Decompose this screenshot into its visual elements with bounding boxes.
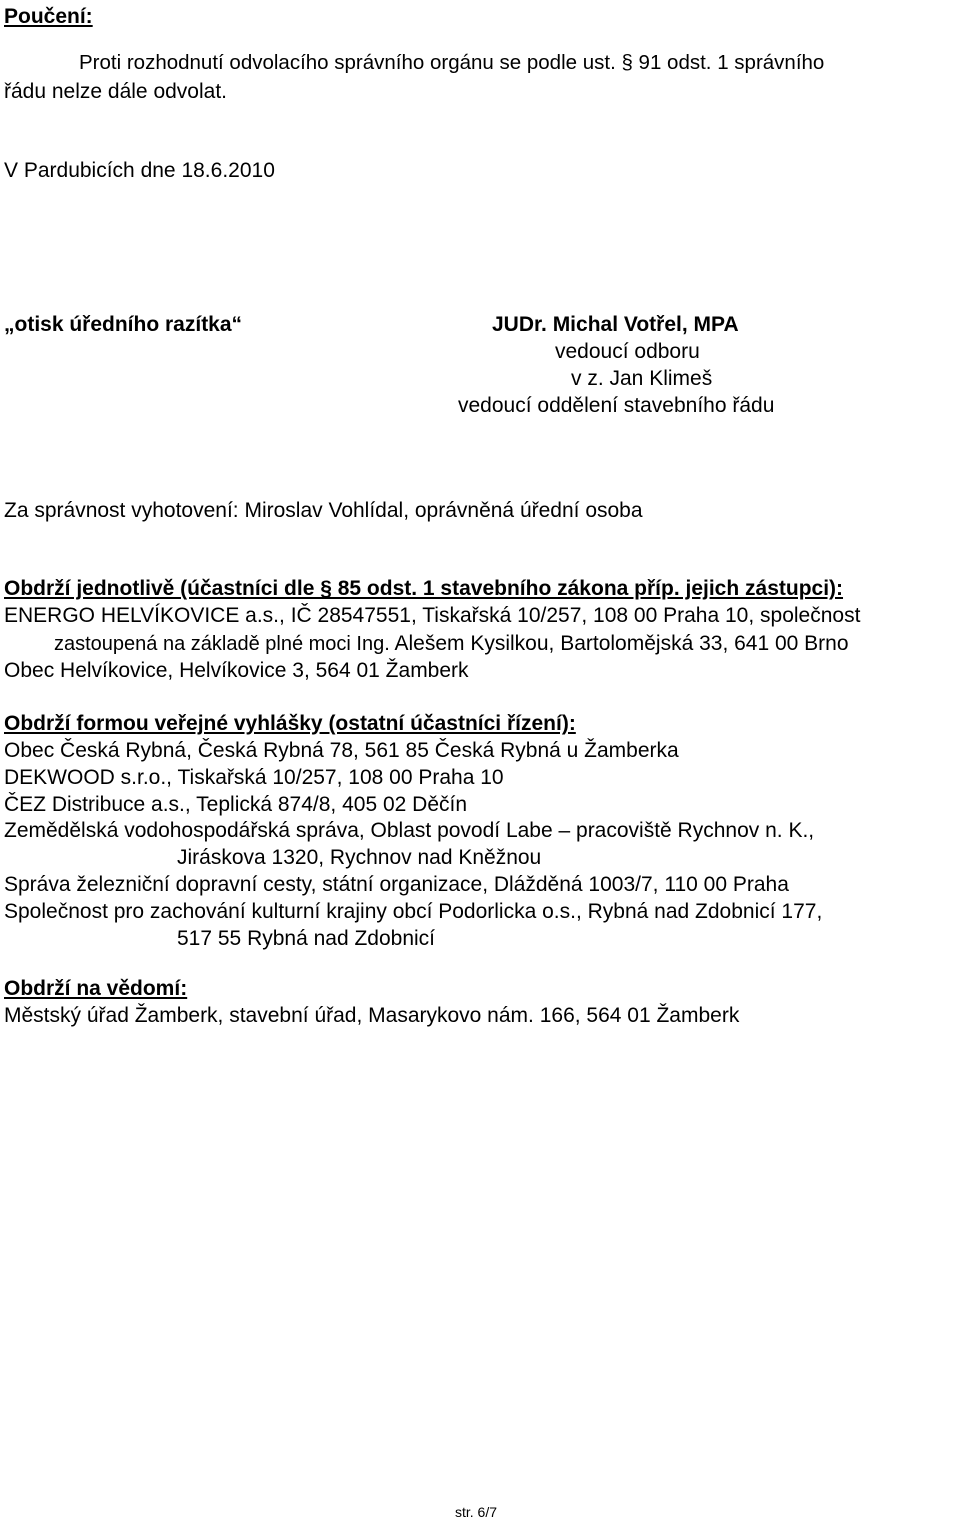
recipient-ceska-rybna: Obec Česká Rybná, Česká Rybná 78, 561 85 Česká Rybná u Žamberka [4, 739, 679, 762]
pouceni-text-line2: řádu nelze dále odvolat. [4, 80, 227, 103]
place-date: V Pardubicích dne 18.6.2010 [4, 159, 275, 182]
recipient-dekwood: DEKWOOD s.r.o., Tiskařská 10/257, 108 00 Praha 10 [4, 766, 504, 789]
page-number: str. 6/7 [455, 1504, 498, 1520]
signature-name: JUDr. Michal Votřel, MPA [492, 313, 739, 336]
stamp-label: „otisk úředního razítka“ [4, 313, 243, 336]
recipient-energo-line1: ENERGO HELVÍKOVICE a.s., IČ 28547551, Tiskařská 10/257, 108 00 Praha 10, společnost [4, 604, 861, 627]
recipient-cez: ČEZ Distribuce a.s., Teplická 874/8, 405 02 Děčín [4, 793, 468, 816]
recipients-individual-heading: Obdrží jednotlivě (účastníci dle § 85 odst. 1 stavebního zákona příp. jejich zástupci): [4, 577, 844, 600]
recipient-zvs-line1: Zemědělská vodohospodářská správa, Oblast povodí Labe – pracoviště Rychnov n. K., [4, 819, 815, 842]
pouceni-heading: Poučení: [4, 5, 93, 28]
recipient-energo-line2 [54, 633, 849, 654]
recipient-energo-line2a: zastoupená na základě plné moci Ing. [54, 633, 390, 655]
recipient-spolecnost-line2: 517 55 Rybná nad Zdobnicí [177, 927, 436, 950]
signature-deputy: v z. Jan Klimeš [571, 367, 713, 390]
recipient-energo-line2b: Alešem Kysilkou, Bartolomějská 33, 641 00 Brno [394, 632, 849, 655]
signature-deputy-role: vedoucí oddělení stavebního řádu [458, 394, 775, 417]
recipient-szdc: Správa železniční dopravní cesty, státní organizace, Dlážděná 1003/7, 110 00 Praha [4, 873, 789, 896]
recipient-helvikovice: Obec Helvíkovice, Helvíkovice 3, 564 01 Žamberk [4, 659, 469, 682]
recipient-mu-zamberk: Městský úřad Žamberk, stavební úřad, Masarykovo nám. 166, 564 01 Žamberk [4, 1004, 740, 1027]
correctness-line: Za správnost vyhotovení: Miroslav Vohlídal, oprávněná úřední osoba [4, 499, 643, 522]
recipients-public-heading: Obdrží formou veřejné vyhlášky (ostatní účastníci řízení): [4, 712, 576, 735]
pouceni-text-line1: Proti rozhodnutí odvolacího správního orgánu se podle ust. § 91 odst. 1 správního [79, 51, 825, 74]
signature-role: vedoucí odboru [555, 340, 700, 363]
recipient-zvs-line2: Jiráskova 1320, Rychnov nad Kněžnou [177, 846, 542, 869]
recipient-spolecnost-line1: Společnost pro zachování kulturní krajiny obcí Podorlicka o.s., Rybná nad Zdobnicí 177, [4, 900, 823, 923]
recipients-info-heading: Obdrží na vědomí: [4, 977, 188, 1000]
